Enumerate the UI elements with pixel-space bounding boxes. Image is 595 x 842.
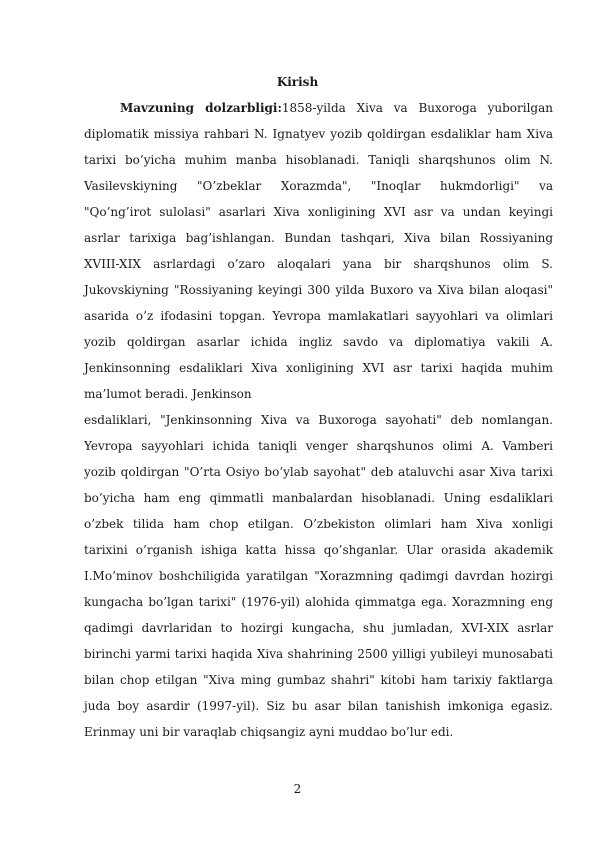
paragraph-line: Yevropa sayyohlari ichida taniqli venger sharqshunos olimi A. Vamberi <box>84 439 553 453</box>
paragraph-line: bilan chop etilgan "Xiva ming gumbaz shahri" kitobi ham tarixiy faktlarga <box>84 673 553 687</box>
paragraph-line: Jukovskiyning "Rossiyaning keyingi 300 yilda Buxoro va Xiva bilan aloqasi" <box>84 283 553 297</box>
paragraph-line: I.Mo’minov boshchiligida yaratilgan "Xorazmning qadimgi davrdan hozirgi <box>84 569 553 583</box>
section-title: Kirish <box>276 75 319 89</box>
paragraph-line: asarida o’z ifodasini topgan. Yevropa mamlakatlari sayyohlari va olimlari <box>84 309 553 323</box>
paragraph-line: yozib qoldirgan asarlar ichida ingliz savdo va diplomatiya vakili A. <box>84 335 553 349</box>
paragraph-line: o’zbek tilida ham chop etilgan. O’zbekiston olimlari ham Xiva xonligi <box>84 517 553 531</box>
paragraph-line: yozib qoldirgan "O’rta Osiyo bo’ylab sayohat" deb ataluvchi asar Xiva tarixi <box>84 465 553 479</box>
paragraph-line: XVIII-XIX asrlardagi o’zaro aloqalari yana bir sharqshunos olim S. <box>84 257 553 271</box>
paragraph-line: juda boy asardir (1997-yil). Siz bu asar bilan tanishish imkoniga egasiz. <box>84 699 553 713</box>
paragraph-line: tarixini o’rganish ishiga katta hissa qo’shganlar. Ular orasida akademik <box>84 543 553 557</box>
paragraph-line: diplomatik missiya rahbari N. Ignatyev yozib qoldirgan esdaliklar ham Xiva <box>84 127 553 141</box>
paragraph-line: Vasilevskiyning "O’zbeklar Xorazmda", "Inoqlar hukmdorligi" va <box>84 179 553 193</box>
paragraph-line: esdaliklari, "Jenkinsonning Xiva va Buxoroga sayohati" deb nomlangan. <box>84 413 553 427</box>
paragraph-line: asrlar tarixiga bag’ishlangan. Bundan tashqari, Xiva bilan Rossiyaning <box>84 231 553 245</box>
paragraph-line: Erinmay uni bir varaqlab chiqsangiz ayni muddao bo’lur edi. <box>84 725 454 739</box>
paragraph-line: ma’lumot beradi. Jenkinson <box>84 387 252 401</box>
paragraph-line <box>120 99 553 117</box>
page-number: 2 <box>293 782 302 796</box>
paragraph-line: bo’yicha ham eng qimmatli manbalardan hisoblanadi. Uning esdaliklari <box>84 491 553 505</box>
line-text: 1858-yilda Xiva va Buxoroga yuborilgan <box>281 101 553 115</box>
paragraph-line: birinchi yarmi tarixi haqida Xiva shahrining 2500 yilligi yubileyi munosabati <box>84 647 553 661</box>
paragraph-line: qadimgi davrlaridan to hozirgi kungacha, shu jumladan, XVI-XIX asrlar <box>84 621 553 635</box>
paragraph-line: "Qo’ng’irot sulolasi" asarlari Xiva xonligining XVI asr va undan keyingi <box>84 205 553 219</box>
lead-label: Mavzuning dolzarbligi: <box>120 101 282 115</box>
paragraph-line: Jenkinsonning esdaliklari Xiva xonligining XVI asr tarixi haqida muhim <box>84 361 553 375</box>
paragraph-line: kungacha bo’lgan tarixi" (1976-yil) alohida qimmatga ega. Xorazmning eng <box>84 595 553 609</box>
paragraph-line: tarixi bo’yicha muhim manba hisoblanadi. Taniqli sharqshunos olim N. <box>84 153 553 167</box>
